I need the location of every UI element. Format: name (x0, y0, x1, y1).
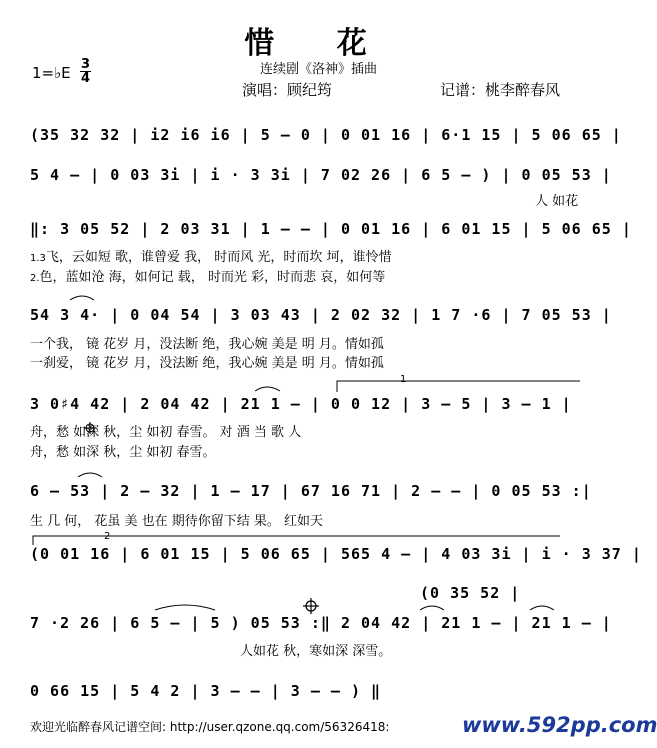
singer-credit: 演唱：顾纪筠 (242, 81, 333, 99)
footer-brand-logo: www.592pp.com (462, 713, 657, 737)
volta-1-label: 1 (400, 374, 407, 385)
lyric-line-4a: 一个我， 镜 花岁 月，没法断 绝，我心婉 美是 明 月。情如孤 (30, 337, 384, 352)
coda-icon (303, 598, 319, 614)
slur-mark (255, 387, 280, 391)
volta-2-bracket (33, 536, 560, 545)
lyric-line-4b: 一刹爱， 镜 花岁 月，没法断 绝，我心婉 美是 明 月。情如孤 (30, 356, 384, 371)
transcriber-credit: 记谱：桃李醉春风 (440, 81, 561, 99)
notation-line-1: (35 32 32 | i2 i6 i6 | 5 – 0 | 0 01 16 | 6·1 15 | 5 06 65 | (30, 126, 622, 144)
lyric-text: 色，蓝如沧 海，如何记 载， 时而光 彩，时而悲 哀，如何等 (39, 270, 386, 285)
notation-line-3: ‖: 3 05 52 | 2 03 31 | 1 – – | 0 01 16 | 6 01 15 | 5 06 65 | (30, 220, 632, 238)
slur-mark (530, 606, 554, 610)
slur-mark (70, 296, 94, 300)
time-numerator: 3 (81, 57, 91, 72)
lyric-text: 飞，云如短 歌，谁曾爱 我， 时而风 光，时而坎 坷，谁怜惜 (45, 250, 392, 265)
lyric-pickup: 人 如花 (535, 194, 579, 209)
notation-line-8: (0 35 52 | (420, 584, 521, 602)
lyric-line-6: 生 几 何， 花虽 美 也在 期待你留下结 果。 红如天 (30, 514, 324, 529)
key-signature: 1=♭E (32, 64, 71, 82)
notation-line-4: 54 3 4· | 0 04 54 | 3 03 43 | 2 02 32 | 1 7 ·6 | 7 05 53 | (30, 306, 612, 324)
song-subtitle: 连续剧《洛神》插曲 (259, 62, 377, 77)
notation-line-6: 6 – 53 | 2 – 32 | 1 – 17 | 67 16 71 | 2 – – | 0 05 53 :| (30, 482, 592, 500)
notation-line-2: 5 4 – | 0 03 3i | i · 3 3i | 7 02 26 | 6 5 – ) | 0 05 53 | (30, 166, 612, 184)
slur-mark (78, 473, 102, 477)
slur-mark (420, 606, 444, 610)
notation-line-9: 7 ·2 26 | 6 5 – | 5 ) 05 53 :‖ 2 04 42 | 21 1 – | 21 1 – | (30, 614, 612, 632)
slur-mark (155, 605, 215, 610)
coda-icon (84, 422, 96, 434)
volta-1-bracket (337, 381, 580, 392)
lyric-line-5a: 舟，愁 如深 秋，尘 如初 春雪。 对 酒 当 歌 人 (30, 425, 302, 440)
verse-number: 1.3 (30, 253, 46, 264)
song-title: 惜 花 (244, 26, 393, 61)
verse-number: 2. (30, 273, 40, 284)
notation-line-7: (0 01 16 | 6 01 15 | 5 06 65 | 565 4 – | 4 03 3i | i · 3 37 | (30, 545, 642, 563)
time-denominator: 4 (81, 71, 91, 86)
footer-text: 欢迎光临醉春风记谱空间: http://user.qzone.qq.com/56326418: (30, 720, 390, 734)
volta-2-label: 2 (104, 531, 111, 542)
notation-line-10: 0 66 15 | 5 4 2 | 3 – – | 3 – – ) ‖ (30, 682, 382, 700)
lyric-line-5b: 舟，愁 如深 秋，尘 如初 春雪。 (30, 445, 216, 460)
lyric-line-9: 人如花 秋，寒如深 深雪。 (240, 644, 392, 659)
notation-line-5: 3 0♯4 42 | 2 04 42 | 21 1 – | 0 0 12 | 3 – 5 | 3 – 1 | (30, 395, 572, 413)
